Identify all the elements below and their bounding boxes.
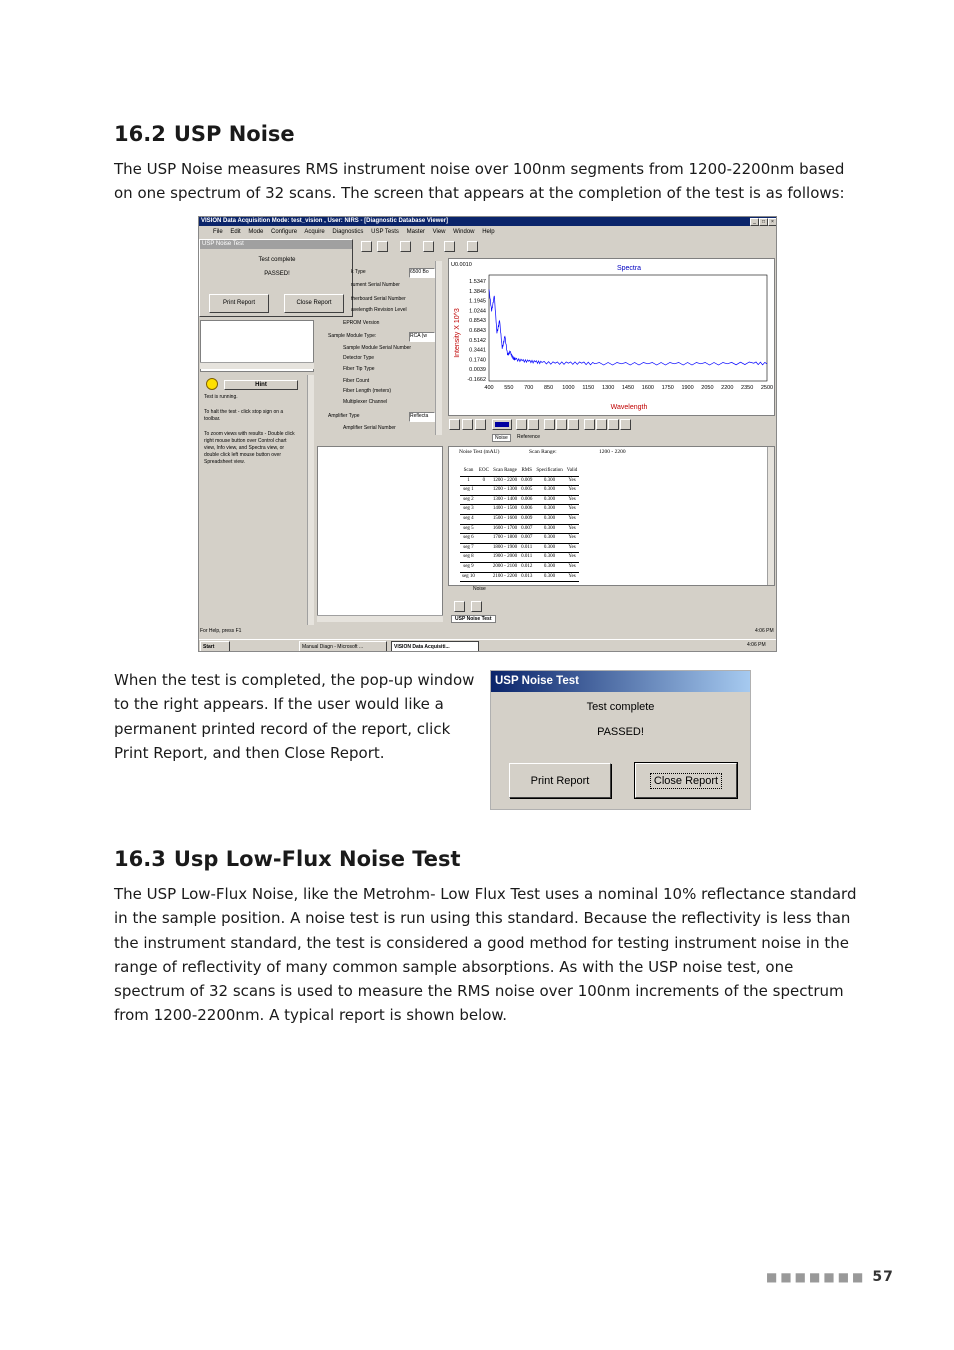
table-cell [477, 543, 491, 553]
table-cell: 0.011 [519, 553, 534, 563]
table-cell: seg 5 [460, 524, 477, 534]
table-cell: 0.300 [534, 534, 564, 544]
chart-tool-button[interactable] [544, 419, 555, 430]
empty-view-panel[interactable] [317, 446, 443, 616]
table-cell: 0.300 [534, 572, 564, 582]
spectra-chart[interactable] [448, 258, 775, 416]
print-report-button[interactable] [509, 763, 611, 798]
table-cell: seg 3 [460, 505, 477, 515]
task-manual-diagn[interactable]: Manual Diagn - Microsoft ... [299, 641, 387, 652]
table-cell: 0.300 [534, 543, 564, 553]
table-cell: 0.300 [534, 524, 564, 534]
report-column-header: RMS [519, 467, 534, 476]
table-cell: 0.300 [534, 553, 564, 563]
table-cell: Yes [565, 553, 580, 563]
hint-panel [200, 375, 314, 625]
prop-value: 6500 Bo [409, 268, 435, 278]
report-header-mid: Scan Range: [529, 449, 557, 455]
table-cell: 0.006 [519, 505, 534, 515]
y-tick-label: 1.3846 [469, 288, 486, 295]
menu-master[interactable]: Master [406, 229, 425, 235]
table-cell: Yes [565, 514, 580, 524]
section-title: Usp Low-Flux Noise Test [173, 847, 461, 871]
x-tick-label: 1900 [681, 385, 694, 391]
table-cell [477, 514, 491, 524]
table-cell: seg 2 [460, 495, 477, 505]
chart-toolbar [448, 418, 775, 431]
y-tick-label: 1.1945 [469, 298, 486, 305]
y-tick-label: 0.3441 [469, 347, 486, 354]
table-cell: 0.013 [519, 572, 534, 582]
vertical-scrollbar[interactable] [767, 447, 774, 585]
status-help: For Help, press F1 [200, 628, 242, 634]
report-column-header: Scan [460, 467, 477, 476]
menu-acquire[interactable]: Acquire [304, 229, 325, 235]
table-cell: Yes [565, 524, 580, 534]
table-cell: Yes [565, 562, 580, 572]
table-cell: 0.300 [534, 486, 564, 496]
popup-description: When the test is completed, the pop-up window to the right appears. If the user would like a permanent printed record of the report, click Print Report, and then Close Report. [114, 671, 475, 762]
table-cell [477, 572, 491, 582]
table-cell: Yes [565, 543, 580, 553]
table-cell: 0.007 [519, 534, 534, 544]
chart-tool-button[interactable] [608, 419, 619, 430]
table-row [460, 514, 579, 524]
prop-value: Reflecta [409, 412, 435, 422]
plot-frame [489, 275, 767, 381]
table-row [460, 524, 579, 534]
x-tick-label: 1600 [641, 385, 654, 391]
close-icon[interactable]: × [768, 218, 777, 226]
color-swatch-button[interactable] [492, 419, 512, 430]
menu-bar [199, 227, 777, 237]
property-list [316, 261, 442, 437]
screenshot-popup-passed: PASSED! [264, 271, 290, 277]
table-cell: 1400 - 1500 [491, 505, 519, 515]
usp-noise-test-dialog [490, 670, 751, 810]
x-tick-label: 2200 [721, 385, 734, 391]
table-cell: 1200 - 2200 [491, 476, 519, 486]
x-tick-label: 1000 [562, 385, 575, 391]
tray-clock: 4:06 PM [747, 642, 766, 648]
table-cell: seg 7 [460, 543, 477, 553]
table-cell [477, 495, 491, 505]
x-tick-label: 400 [484, 385, 494, 391]
prop-value: RCA (w [409, 332, 435, 342]
table-cell: 1500 - 1600 [491, 514, 519, 524]
table-cell: 0.011 [519, 543, 534, 553]
x-tick-label: 1300 [602, 385, 615, 391]
toolbar-button[interactable] [400, 241, 411, 252]
chart-tool-button[interactable] [556, 419, 567, 430]
table-cell: Yes [565, 495, 580, 505]
toolbar-button[interactable] [377, 241, 388, 252]
report-column-header: EOC [477, 467, 491, 476]
table-cell: seg 1 [460, 486, 477, 496]
y-tick-label: 0.5142 [469, 337, 486, 344]
dialog-message: Test complete [586, 701, 655, 713]
menu-usp-tests[interactable]: USP Tests [371, 229, 399, 235]
table-cell: seg 4 [460, 514, 477, 524]
x-tick-label: 1450 [621, 385, 635, 391]
chart-x-label: Wavelength [610, 404, 648, 411]
report-column-header: Scan Range [491, 467, 519, 476]
table-cell [477, 553, 491, 563]
chart-tool-button[interactable] [449, 419, 460, 430]
table-row [460, 486, 579, 496]
page-number [766, 1269, 894, 1285]
y-tick-label: 0.8543 [469, 318, 486, 325]
chart-tool-button[interactable] [568, 419, 579, 430]
hint-text-zoom: To zoom views with results - Double click right mouse button over Control chart view, Info view, and Spectra view, or double click left mouse button over Spreadsheet view. [204, 431, 295, 465]
y-tick-label: 0.6843 [469, 328, 486, 334]
dialog-title: USP Noise Test [491, 671, 750, 692]
table-cell: 0.005 [519, 486, 534, 496]
table-cell [477, 562, 491, 572]
chart-tool-button[interactable] [516, 419, 527, 430]
screenshot-print-report-button[interactable]: Print Report [209, 294, 269, 313]
tab-reference[interactable]: Reference [517, 434, 541, 440]
table-cell: Yes [565, 505, 580, 515]
report-column-header: Specification [534, 467, 564, 476]
x-tick-label: 550 [504, 385, 514, 391]
prop-label: therboard Serial Number [351, 296, 406, 302]
dialog-passed: PASSED! [597, 726, 644, 738]
page-number-text: 57 [872, 1269, 894, 1285]
table-cell: 1600 - 1700 [491, 524, 519, 534]
y-tick-label: -0.1662 [467, 377, 486, 383]
hint-text-halt: To halt the test - click stop sign on a toolbar. [204, 409, 284, 422]
menu-help[interactable]: Help [482, 229, 495, 235]
window-title: VISION Data Acquisition Mode: test_vision , User: NIRS - [Diagnostic Database Viewer] [201, 218, 449, 224]
report-table-header [460, 467, 579, 476]
print-icon[interactable] [444, 241, 455, 252]
y-tick-label: 1.0244 [469, 308, 486, 315]
menu-configure[interactable]: Configure [271, 229, 298, 235]
table-row [460, 505, 579, 515]
page-dots: ■■■■■■■ [766, 1270, 867, 1284]
toolbar-button[interactable] [467, 241, 478, 252]
menu-view[interactable]: View [432, 229, 446, 235]
chart-tool-button[interactable] [462, 419, 473, 430]
y-tick-label: 0.1740 [469, 357, 486, 364]
prop-label: Amplifier Serial Number [343, 425, 396, 431]
table-cell: 2000 - 2100 [491, 562, 519, 572]
prop-label: EPROM Version [343, 320, 380, 326]
minimize-icon[interactable]: _ [750, 218, 759, 226]
prop-label: Amplifier Type [328, 413, 360, 419]
table-row [460, 562, 579, 572]
table-cell [477, 505, 491, 515]
y-tick-label: 0.0039 [469, 367, 486, 374]
spectrum-line [489, 290, 767, 365]
table-cell: seg 10 [460, 572, 477, 582]
table-cell: 0.006 [519, 495, 534, 505]
menu-edit[interactable]: Edit [230, 229, 241, 235]
chart-tool-button[interactable] [596, 419, 607, 430]
table-cell: 0.009 [519, 514, 534, 524]
table-row [460, 543, 579, 553]
horizontal-scrollbar[interactable] [200, 362, 314, 369]
report-header-left [459, 449, 499, 455]
prop-label: avelength Revision Level [351, 307, 407, 313]
chart-y-label: Intensity X 10^3 [454, 308, 461, 358]
start-button[interactable]: Start [200, 641, 230, 652]
table-cell: 2100 - 2200 [491, 572, 519, 582]
section-number: 16.2 [114, 122, 166, 146]
print-icon[interactable] [454, 601, 465, 612]
toolbar-button[interactable] [423, 241, 434, 252]
close-report-button[interactable] [635, 763, 737, 798]
chart-title: Spectra [616, 265, 642, 272]
table-cell: 1300 - 1400 [491, 495, 519, 505]
table-cell: 1900 - 2000 [491, 553, 519, 563]
x-tick-label: 2050 [701, 385, 714, 391]
section-number: 16.3 [114, 847, 166, 871]
table-cell: seg 6 [460, 534, 477, 544]
maximize-icon[interactable]: □ [759, 218, 768, 226]
tab-noise[interactable]: Noise [492, 434, 511, 442]
table-cell: 0.012 [519, 562, 534, 572]
section-heading-usp-noise [114, 122, 295, 146]
report-header-range: 1200 - 2200 [599, 449, 626, 455]
prop-label: Detector Type [343, 355, 375, 361]
x-tick-label: 2500 [760, 385, 774, 391]
menu-mode[interactable]: Mode [248, 229, 264, 235]
x-tick-label: 1150 [582, 385, 595, 391]
table-cell [477, 524, 491, 534]
table-cell: 0.300 [534, 505, 564, 515]
table-cell: 0.007 [519, 524, 534, 534]
table-row [460, 572, 579, 582]
window-title-bar [199, 217, 777, 226]
x-tick-label: 850 [543, 385, 554, 391]
table-cell: 1200 - 1300 [491, 486, 519, 496]
spectra-svg [449, 259, 774, 415]
table-cell: 0.300 [534, 476, 564, 486]
report-header-1: Noise Test (mAU) [459, 449, 500, 455]
table-cell: seg 9 [460, 562, 477, 572]
prop-label: Fiber Length (meters) [343, 388, 392, 394]
table-cell: Yes [565, 486, 580, 496]
x-tick-label: 700 [524, 385, 534, 391]
prop-label: k Type [351, 269, 366, 275]
table-cell: 1800 - 1900 [491, 543, 519, 553]
prop-label: Fiber Tip Type [343, 366, 375, 372]
taskbar [199, 639, 777, 652]
prop-label: Multiplexer Channel [343, 399, 388, 405]
report-column-header: Valid [565, 467, 580, 476]
hint-text-running: Test is running. [204, 394, 238, 400]
table-cell: 0.300 [534, 495, 564, 505]
chart-corner-label: U0.0010 [451, 262, 472, 268]
horizontal-scrollbar[interactable] [317, 615, 443, 622]
prop-label: Sample Module Type: [328, 333, 377, 339]
section-heading-low-flux [114, 847, 461, 871]
y-tick-label: 1.5347 [469, 279, 486, 285]
chart-tool-button[interactable] [620, 419, 631, 430]
table-cell: 0.009 [519, 476, 534, 486]
screenshot-close-report-button[interactable]: Close Report [284, 294, 344, 313]
close-report-label: Close Report [650, 773, 722, 789]
screenshot-popup-message: Test complete [258, 257, 296, 263]
section-body: The USP Low-Flux Noise, like the Metrohm- Low Flux Test uses a nominal 10% reflectance standard in the sample position. A noise test is run using this standard. Because the reflectivity is less than the instrument standard, the test is considered a good method for testing instrument noise in the range of reflectivity of many common sample absorptions. As with the USP noise test, one spectrum of 32 scans is used to measure the RMS noise over 100nm increments of the spectrum from 1200-2200nm. A typical report is shown below. [114, 885, 857, 1025]
save-icon[interactable] [471, 601, 482, 612]
chart-tool-button[interactable] [584, 419, 595, 430]
print-report-label: Print Report [530, 774, 590, 787]
tab-noise-bottom[interactable]: Noise [473, 586, 486, 592]
prop-label: Fiber Count [343, 378, 370, 384]
task-vision[interactable]: VISION Data Acquisiti... [391, 641, 479, 652]
hint-button[interactable]: Hint [224, 380, 298, 390]
prop-label: Sample Module Serial Number [343, 345, 412, 351]
table-cell [477, 534, 491, 544]
section-body: The USP Noise measures RMS instrument noise over 100nm segments from 1200-2200nm based on one spectrum of 32 scans. The screen that appears at the completion of the test is as follows: [114, 160, 845, 203]
table-cell: 1700 - 1800 [491, 534, 519, 544]
section-title: USP Noise [173, 122, 295, 146]
report-panel[interactable] [448, 446, 775, 586]
screenshot-popup-title: USP Noise Test [200, 240, 352, 249]
table-cell [477, 486, 491, 496]
menu-file[interactable]: File [213, 229, 223, 235]
lightbulb-icon [206, 378, 218, 390]
toolbar-button[interactable] [361, 241, 372, 252]
table-row [460, 534, 579, 544]
vertical-scrollbar[interactable] [435, 261, 442, 435]
table-cell: Yes [565, 572, 580, 582]
menu-window[interactable]: Window [453, 229, 475, 235]
chart-tool-button[interactable] [528, 419, 539, 430]
vertical-scrollbar[interactable] [307, 375, 314, 625]
table-row [460, 476, 579, 486]
top-tab-strip [449, 433, 775, 442]
table-cell: 0 [477, 476, 491, 486]
table-cell: 0.300 [534, 562, 564, 572]
table-row [460, 553, 579, 563]
table-cell: 0.300 [534, 514, 564, 524]
table-cell: Yes [565, 476, 580, 486]
table-cell: Yes [565, 534, 580, 544]
tab-usp-noise-test[interactable]: USP Noise Test [451, 615, 496, 623]
bottom-tab-strip [449, 586, 775, 594]
x-tick-label: 2350 [741, 385, 754, 391]
report-table [460, 467, 579, 582]
table-cell: seg 8 [460, 553, 477, 563]
table-cell: 1 [460, 476, 477, 486]
status-time: 4:06 PM [755, 628, 774, 634]
vision-screenshot [198, 216, 777, 652]
chart-tool-button[interactable] [475, 419, 486, 430]
table-row [460, 495, 579, 505]
prop-label: rument Serial Number [351, 282, 400, 288]
x-tick-label: 1750 [661, 385, 674, 391]
menu-diagnostics[interactable]: Diagnostics [332, 229, 364, 235]
